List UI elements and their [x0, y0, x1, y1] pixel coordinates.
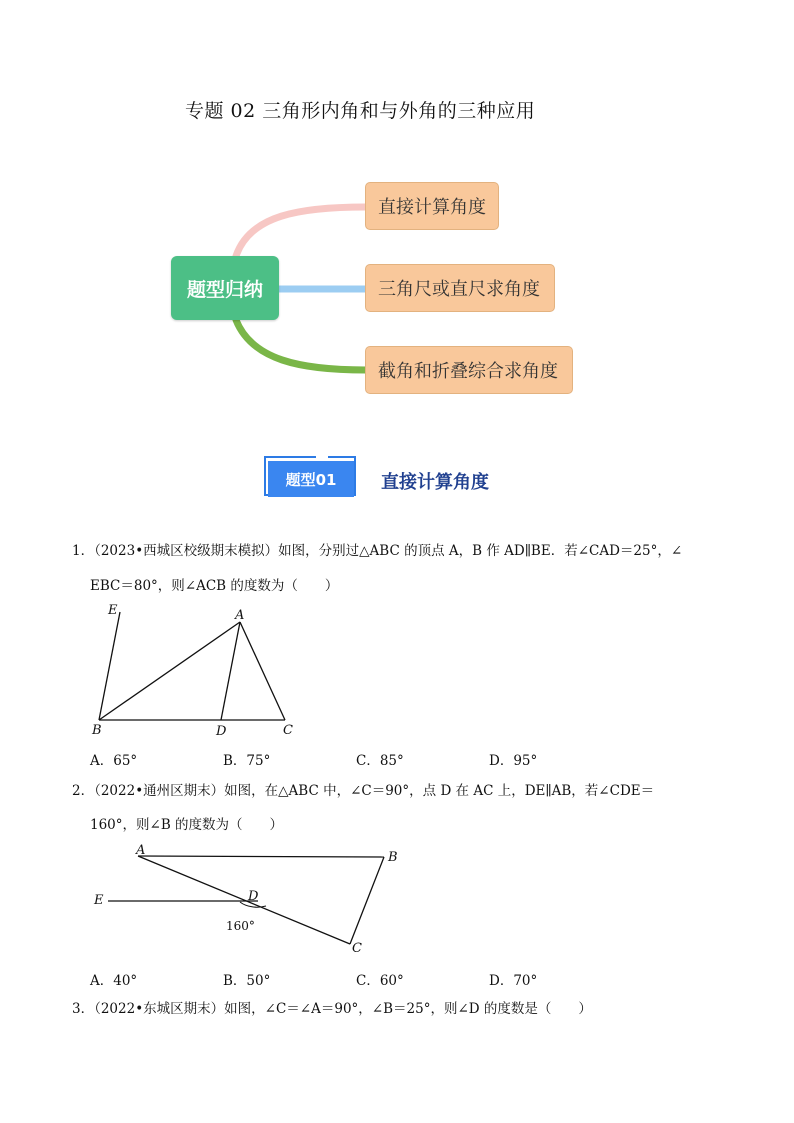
question-2-line-1: 2．（2022•通州区期末）如图，在△ABC 中，∠C＝90°，点 D 在 AC 上，DE∥AB，若∠CDE＝	[72, 783, 655, 799]
label-E: E	[94, 893, 104, 908]
option-c: C．85°	[356, 753, 404, 769]
section-title: 直接计算角度	[381, 472, 489, 493]
option-a: A．65°	[90, 753, 138, 769]
angle-label: 160°	[226, 919, 255, 933]
option-d: D．95°	[489, 753, 538, 769]
mindmap-root: 题型归纳	[171, 256, 279, 320]
branch-connector-1	[236, 207, 366, 256]
question-1-line-1: 1．（2023•西城区校级期末模拟）如图，分别过△ABC 的顶点 A，B 作 AD∥BE．若∠CAD＝25°，∠	[72, 543, 683, 559]
option-a: A．40°	[90, 973, 138, 989]
label-C: C	[283, 723, 293, 738]
option-d: D．70°	[489, 973, 538, 989]
question-1-line-2: EBC＝80°，则∠ACB 的度数为（ ）	[90, 578, 339, 594]
mindmap-branch-3: 截角和折叠综合求角度	[365, 346, 573, 394]
label-C: C	[352, 941, 362, 956]
question-2-figure	[88, 838, 418, 963]
mindmap-branch-1: 直接计算角度	[365, 182, 499, 230]
label-D: D	[248, 889, 259, 904]
question-2-line-2: 160°，则∠B 的度数为（ ）	[90, 817, 284, 833]
option-b: B．75°	[223, 753, 271, 769]
section-badge-notch	[316, 456, 328, 460]
label-E: E	[108, 603, 118, 618]
question-1-figure	[80, 598, 320, 743]
question-3-line-1: 3．（2022•东城区期末）如图，∠C＝∠A＝90°，∠B＝25°，则∠D 的度数是（ ）	[72, 1001, 592, 1017]
page-title: 专题 02 三角形内角和与外角的三种应用	[185, 100, 536, 122]
question-1-options	[90, 749, 650, 769]
option-b: B．50°	[223, 973, 271, 989]
label-A: A	[136, 843, 146, 858]
section-badge: 题型01	[268, 461, 354, 497]
option-c: C．60°	[356, 973, 404, 989]
label-D: D	[216, 724, 227, 739]
question-2-options	[90, 969, 650, 989]
mindmap-branch-2: 三角尺或直尺求角度	[365, 264, 555, 312]
label-B: B	[388, 850, 398, 865]
branch-connector-3	[236, 320, 366, 370]
label-B: B	[92, 723, 102, 738]
label-A: A	[235, 608, 245, 623]
